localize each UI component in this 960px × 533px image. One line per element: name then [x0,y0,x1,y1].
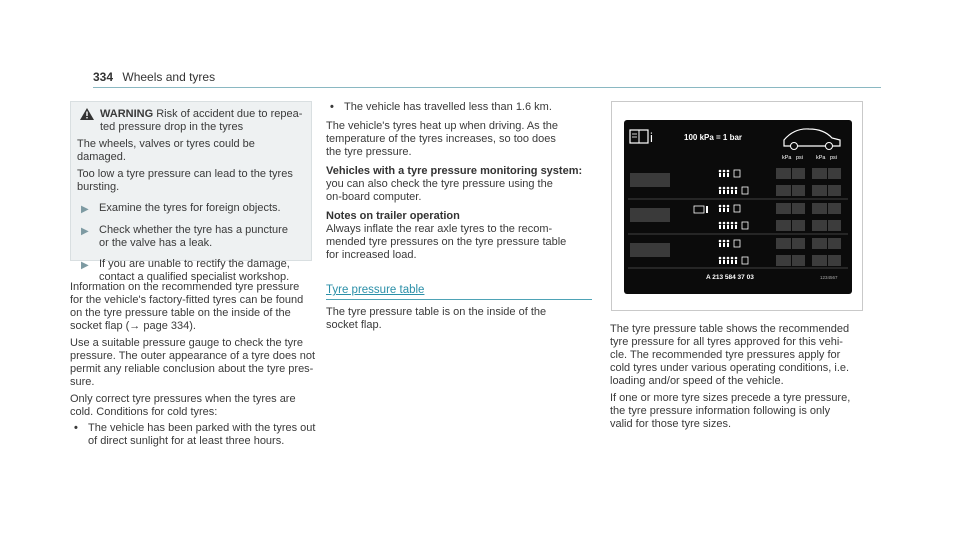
warning-action-text: If you are unable to rectify the damage, [99,258,290,270]
body-line: cold. Conditions for cold tyres: [70,406,218,418]
list-item [70,422,326,448]
pressure-value-cell [792,203,805,214]
pressure-value-cell [792,255,805,266]
tyre-pressure-placard [624,120,852,294]
unit-label: psi [830,155,838,161]
body-line: The tyre pressure table shows the recommended [610,323,850,335]
body-line: on-board computer. [326,191,422,203]
arrow-right-icon: ▶ [81,204,89,215]
unit-label: kPa [782,155,792,161]
body-line: tyre pressure for all tyres approved for this vehi- [610,336,843,348]
pressure-value-cell [828,185,841,196]
chapter-title: Wheels and tyres [122,70,216,84]
warning-title-line2: ted pressure drop in the tyres [100,121,244,133]
warning-text: The wheels, valves or tyres could be damaged. [77,138,255,163]
pressure-value-cell [812,203,827,214]
warning-label: WARNING [100,108,154,120]
reference-code: 1234567 [820,275,838,280]
body-line: The tyre pressure table is on the inside of the [326,306,547,318]
tyre-pressure-figure [611,101,863,311]
pressure-value-cell [828,255,841,266]
pressure-value-cell [792,238,805,249]
unit-label: psi [796,155,804,161]
warning-action-text: Examine the tyres for foreign objects. [99,202,281,214]
pressure-value-cell [828,220,841,231]
column-left [70,101,326,448]
list-item [326,101,594,114]
body-line: sure. [70,376,95,388]
conversion-label: 100 kPa = 1 bar [684,133,743,142]
pressure-value-cell [828,168,841,179]
bullet-icon: • [74,422,78,434]
pressure-value-cell [792,168,805,179]
body-line: the tyre pressure. [326,146,412,158]
body-line: on the tyre pressure table on the inside of the [70,307,291,319]
warning-action-text: Check whether the tyre has a puncture [99,224,288,236]
pressure-value-cell [776,203,791,214]
warning-action [77,258,305,284]
warning-text: bursting. [77,181,120,193]
body-line: for increased load. [326,249,417,261]
part-number: A 213 584 37 03 [706,274,754,281]
list-item-text: The vehicle has travelled less than 1.6 km. [344,101,552,113]
warning-action-text: or the valve has a leak. [99,237,213,249]
page-header [93,70,881,88]
pressure-value-cell [812,168,827,179]
body-line: Information on the recommended tyre pressure [70,281,300,293]
body-line: temperature of the tyres increases, so too does [326,133,556,145]
body-line: socket flap. [326,319,382,331]
body-line: The vehicle's tyres heat up when driving. As the [326,120,559,132]
tyre-size-label [630,208,670,222]
list-item-text: of direct sunlight for at least three hours. [88,435,285,447]
body-line: loading and/or speed of the vehicle. [610,375,784,387]
body-line: permit any reliable conclusion about the tyre pres- [70,363,314,375]
body-line: cle. The recommended tyre pressures apply for [610,349,841,361]
body-line: If one or more tyre sizes precede a tyre pressure, [610,392,851,404]
body-line: valid for those tyre sizes. [610,418,732,430]
column-middle [326,101,594,332]
arrow-right-icon: ▶ [81,226,89,237]
pressure-value-cell [776,168,791,179]
warning-box [70,101,312,283]
tyre-size-label [630,173,670,187]
bullet-icon: • [330,101,334,113]
body-line: mended tyre pressures on the tyre pressure table [326,236,567,248]
body-line: Only correct tyre pressures when the tyres are [70,393,296,405]
subheading: Notes on trailer operation [326,210,460,222]
tyre-size-label [630,243,670,257]
list-item-text: The vehicle has been parked with the tyres out [88,422,316,434]
body-line: Use a suitable pressure gauge to check the tyre [70,337,303,349]
body-line: Always inflate the rear axle tyres to the recom- [326,223,553,235]
pressure-value-cell [812,255,827,266]
warning-title: Risk of accident due to repea- [156,108,303,120]
warning-action [77,224,305,250]
body-line: the tyre pressure information following is only [610,405,831,417]
svg-text:i: i [650,130,653,145]
warning-action-text: contact a qualified specialist workshop. [99,271,290,283]
pressure-value-cell [792,185,805,196]
body-line: you can also check the tyre pressure using the [326,178,553,190]
body-line: pressure. The outer appearance of a tyre does not [70,350,316,362]
pressure-value-cell [776,238,791,249]
pressure-value-cell [776,220,791,231]
pressure-value-cell [776,185,791,196]
pressure-value-cell [812,238,827,249]
pressure-value-cell [792,220,805,231]
section-title: Tyre pressure table [326,284,592,300]
pressure-value-cell [776,255,791,266]
pressure-value-cell [828,238,841,249]
warning-triangle-icon [80,108,94,120]
figure-description [610,323,866,431]
page-link[interactable]: socket flap (→ page 334). [70,320,196,332]
warning-action [77,202,305,216]
warning-header [77,108,305,134]
unit-label: kPa [816,155,826,161]
pressure-value-cell [812,185,827,196]
warning-text: Too low a tyre pressure can lead to the tyres [77,168,293,180]
page-number: 334 [93,70,114,84]
pressure-value-cell [828,203,841,214]
subheading: Vehicles with a tyre pressure monitoring system: [326,165,583,177]
pressure-value-cell [812,220,827,231]
body-line: for the vehicle's factory-fitted tyres can be found [70,294,304,306]
arrow-right-icon: ▶ [81,260,89,271]
body-line: cold tyres under various operating conditions, i.e. [610,362,850,374]
